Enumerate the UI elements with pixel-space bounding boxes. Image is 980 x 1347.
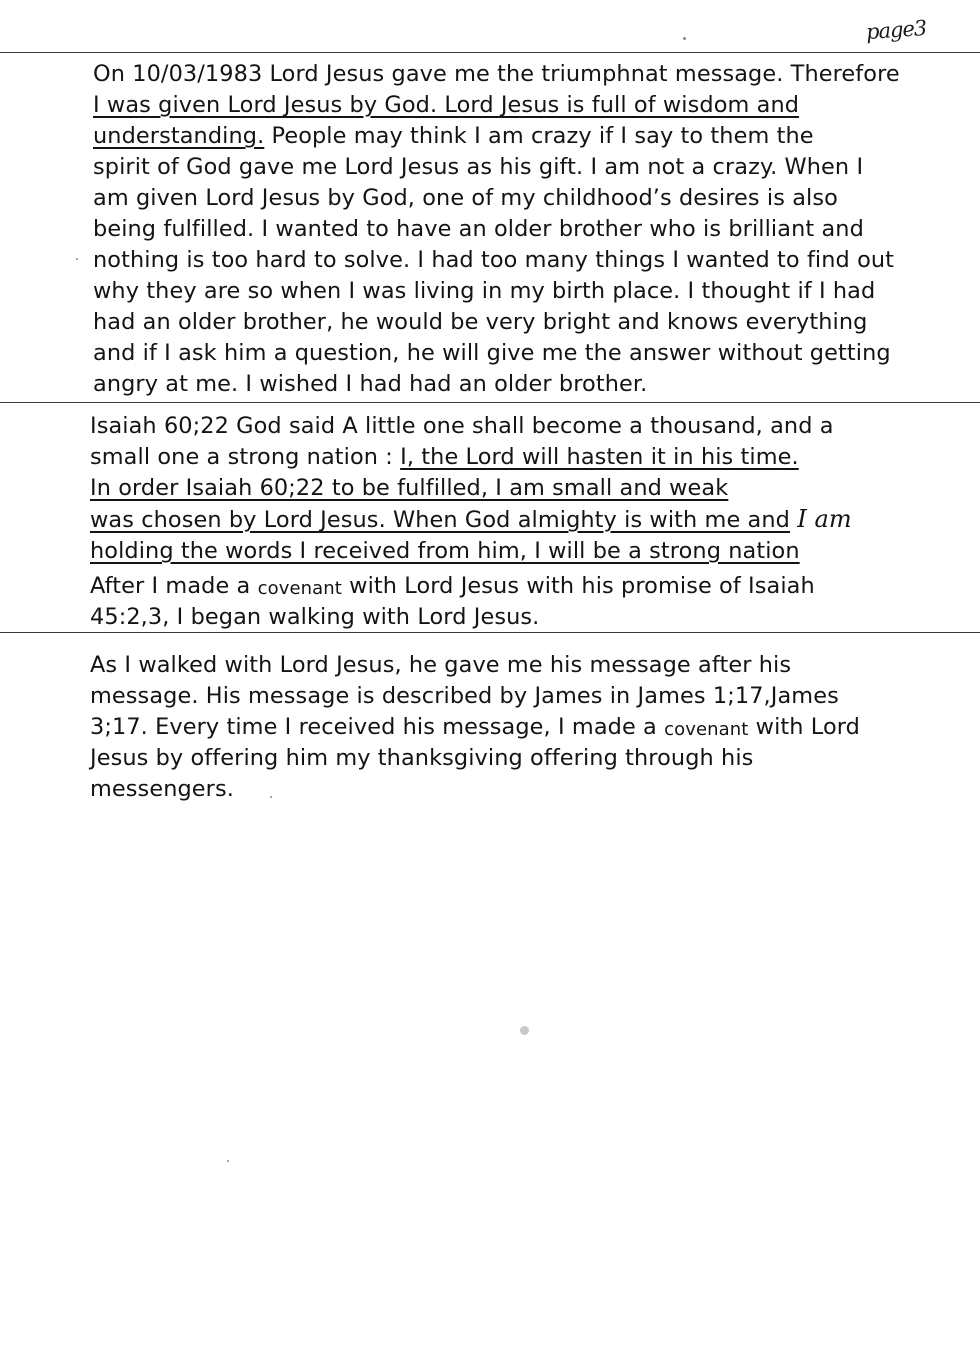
text-line: As I walked with Lord Jesus, he gave me his message after his xyxy=(90,652,792,678)
scan-speck xyxy=(227,1160,229,1162)
text-span: People may think I am crazy if I say to them the xyxy=(264,123,814,149)
text-line-underlined: holding the words I received from him, I will be a strong nation xyxy=(90,538,800,564)
text-span: with Lord Jesus with his promise of Isaiah xyxy=(341,573,815,599)
text-line: 45:2,3, I began walking with Lord Jesus. xyxy=(90,604,540,630)
text-line xyxy=(90,443,799,471)
text-line: Isaiah 60;22 God said A little one shall become a thousand, and a xyxy=(90,413,834,439)
divider-1 xyxy=(0,402,980,403)
scan-speck xyxy=(683,37,686,40)
text-line: Jesus by offering him my thanksgiving offering through his xyxy=(90,745,754,771)
text-line xyxy=(90,505,852,534)
handwritten-insert: I am xyxy=(797,505,852,533)
divider-2 xyxy=(0,632,980,633)
text-line xyxy=(90,572,815,603)
text-line: am given Lord Jesus by God, one of my childhood’s desires is also xyxy=(93,185,838,211)
scan-speck xyxy=(520,1026,529,1035)
text-line: nothing is too hard to solve. I had too many things I wanted to find out xyxy=(93,247,895,273)
underlined-phrase: was chosen by Lord Jesus. When God almighty is with me and xyxy=(90,507,790,533)
divider-top xyxy=(0,52,980,53)
text-line: On 10/03/1983 Lord Jesus gave me the triumphnat message. Therefore xyxy=(93,61,900,87)
inserted-word: covenant xyxy=(257,578,342,599)
text-line: message. His message is described by James in James 1;17,James xyxy=(90,683,839,709)
text-line-underlined: I was given Lord Jesus by God. Lord Jesus is full of wisdom and xyxy=(93,92,800,118)
underlined-phrase: I, the Lord will hasten it in his time. xyxy=(400,444,799,470)
text-line: messengers. xyxy=(90,776,234,802)
text-span: 3;17. Every time I received his message, I made a xyxy=(90,714,665,740)
text-span: small one a strong nation : xyxy=(90,444,401,470)
text-line: had an older brother, he would be very bright and knows everything xyxy=(93,309,868,335)
inserted-word: covenant xyxy=(664,719,749,740)
underlined-phrase: understanding. xyxy=(93,123,265,149)
scan-speck xyxy=(270,796,272,798)
text-span: with Lord xyxy=(748,714,860,740)
text-line: angry at me. I wished I had had an older brother. xyxy=(93,371,648,397)
text-line: and if I ask him a question, he will give me the answer without getting xyxy=(93,340,891,366)
scan-speck xyxy=(76,258,78,260)
text-line: being fulfilled. I wanted to have an older brother who is brilliant and xyxy=(93,216,864,242)
text-line xyxy=(90,713,860,744)
text-line xyxy=(93,122,814,150)
text-span: After I made a xyxy=(90,573,258,599)
text-line-underlined: In order Isaiah 60;22 to be fulfilled, I am small and weak xyxy=(90,475,729,501)
page-number-label: page3 xyxy=(865,15,927,45)
text-line: why they are so when I was living in my birth place. I thought if I had xyxy=(93,278,876,304)
text-line: spirit of God gave me Lord Jesus as his gift. I am not a crazy. When I xyxy=(93,154,864,180)
